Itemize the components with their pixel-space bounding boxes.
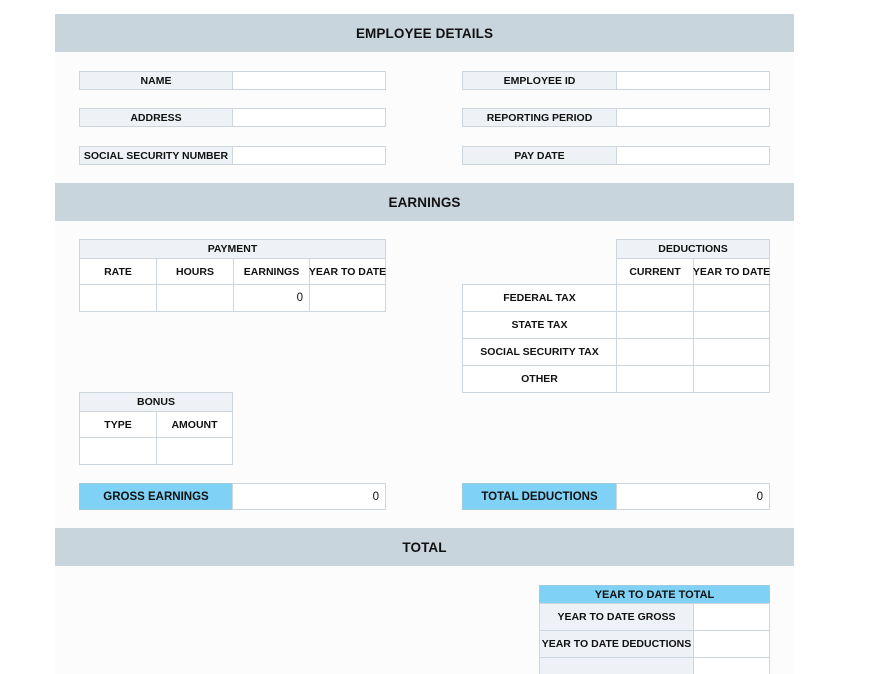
payment-col-header: HOURS xyxy=(156,258,234,285)
deductions-col-header: YEAR TO DATE xyxy=(693,258,770,285)
pay-stub-sheet xyxy=(55,14,794,674)
payment-earnings-cell[interactable]: 0 xyxy=(233,284,310,312)
deduction-current-cell[interactable] xyxy=(616,365,694,393)
ytd-deductions-label: YEAR TO DATE DEDUCTIONS xyxy=(539,630,694,658)
pay-date-field[interactable] xyxy=(616,146,770,165)
deduction-ytd-cell[interactable] xyxy=(693,284,770,312)
deductions-col-header: CURRENT xyxy=(616,258,694,285)
gross-earnings-label: GROSS EARNINGS xyxy=(79,483,233,510)
deduction-ytd-cell[interactable] xyxy=(693,338,770,366)
deduction-current-cell[interactable] xyxy=(616,311,694,339)
payment-col-header: YEAR TO DATE xyxy=(309,258,386,285)
ytd-total-title: YEAR TO DATE TOTAL xyxy=(539,585,770,604)
deduction-current-cell[interactable] xyxy=(616,338,694,366)
reporting-period-label: REPORTING PERIOD xyxy=(462,108,617,127)
section-header-earnings: EARNINGS xyxy=(55,183,794,221)
ytd-deductions-value[interactable] xyxy=(693,630,770,658)
section-header-employee-details: EMPLOYEE DETAILS xyxy=(55,14,794,52)
name-field[interactable] xyxy=(232,71,386,90)
ssn-field[interactable] xyxy=(232,146,386,165)
address-field[interactable] xyxy=(232,108,386,127)
payment-col-header: EARNINGS xyxy=(233,258,310,285)
gross-earnings-value: 0 xyxy=(232,483,386,510)
deduction-row-label: SOCIAL SECURITY TAX xyxy=(462,338,617,366)
employee-id-label: EMPLOYEE ID xyxy=(462,71,617,90)
name-label: NAME xyxy=(79,71,233,90)
bonus-table-title: BONUS xyxy=(79,392,233,412)
total-deductions-label: TOTAL DEDUCTIONS xyxy=(462,483,617,510)
deductions-table-title: DEDUCTIONS xyxy=(616,239,770,259)
deduction-ytd-cell[interactable] xyxy=(693,365,770,393)
payment-table-title: PAYMENT xyxy=(79,239,386,259)
deduction-row-label: STATE TAX xyxy=(462,311,617,339)
deduction-current-cell[interactable] xyxy=(616,284,694,312)
deduction-row-label: FEDERAL TAX xyxy=(462,284,617,312)
payment-ytd-cell[interactable] xyxy=(309,284,386,312)
total-deductions-value: 0 xyxy=(616,483,770,510)
bonus-amount-cell[interactable] xyxy=(156,437,233,465)
bonus-col-header: TYPE xyxy=(79,411,157,438)
pay-date-label: PAY DATE xyxy=(462,146,617,165)
bonus-col-header: AMOUNT xyxy=(156,411,233,438)
deduction-row-label: OTHER xyxy=(462,365,617,393)
payment-rate-cell[interactable] xyxy=(79,284,157,312)
deduction-ytd-cell[interactable] xyxy=(693,311,770,339)
payment-hours-cell[interactable] xyxy=(156,284,234,312)
ytd-gross-label: YEAR TO DATE GROSS xyxy=(539,603,694,631)
reporting-period-field[interactable] xyxy=(616,108,770,127)
employee-id-field[interactable] xyxy=(616,71,770,90)
address-label: ADDRESS xyxy=(79,108,233,127)
ytd-gross-value[interactable] xyxy=(693,603,770,631)
payment-col-header: RATE xyxy=(79,258,157,285)
ssn-label: SOCIAL SECURITY NUMBER xyxy=(79,146,233,165)
section-header-total: TOTAL xyxy=(55,528,794,566)
bonus-type-cell[interactable] xyxy=(79,437,157,465)
